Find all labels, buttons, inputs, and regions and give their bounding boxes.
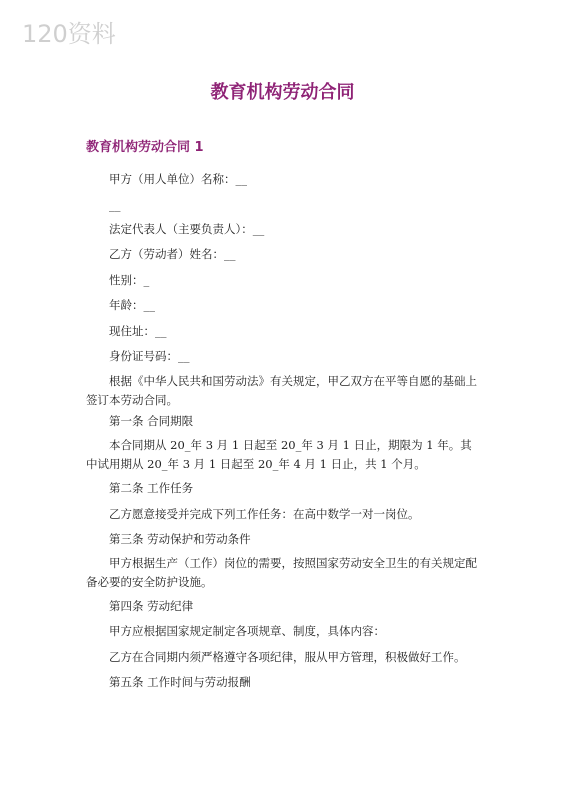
article-4-title: 第四条 劳动纪律 [109, 599, 194, 613]
party-b-name-line: 乙方（劳动者）姓名：__ [109, 247, 236, 261]
gender-line: 性别：_ [109, 273, 150, 287]
article-2-title: 第二条 工作任务 [109, 481, 194, 495]
section-heading: 教育机构劳动合同 1 [86, 140, 204, 155]
party-a-name-line: 甲方（用人单位）名称：__ [109, 172, 247, 186]
article-4-text-2: 乙方在合同期内须严格遵守各项纪律，服从甲方管理，积极做好工作。 [109, 650, 466, 664]
id-number-line: 身份证号码：__ [109, 349, 190, 363]
article-1-text: 本合同期从 20_年 3 月 1 日起至 20_年 3 月 1 日止，期限为 1 年。其中试用期从 20_年 3 月 1 日起至 20_年 4 月 1 日止，共 1 个月。 [86, 438, 472, 471]
legal-representative-line: 法定代表人（主要负责人）：__ [109, 222, 265, 236]
party-a-name-continuation: __ [109, 198, 121, 212]
article-5-title: 第五条 工作时间与劳动报酬 [109, 675, 251, 689]
article-3-text: 甲方根据生产（工作）岗位的需要，按照国家劳动安全卫生的有关规定配备必要的安全防护设施。 [86, 556, 477, 589]
address-line: 现住址：__ [109, 324, 167, 338]
intro-paragraph: 根据《中华人民共和国劳动法》有关规定，甲乙双方在平等自愿的基础上签订本劳动合同。 [86, 374, 477, 407]
article-1-title: 第一条 合同期限 [109, 414, 194, 428]
document-title: 教育机构劳动合同 [210, 82, 355, 103]
article-2-text: 乙方愿意接受并完成下列工作任务：在高中数学一对一岗位。 [109, 507, 420, 521]
watermark-logo: 120资料 [22, 20, 116, 48]
article-3-title: 第三条 劳动保护和劳动条件 [109, 532, 251, 546]
age-line: 年龄：__ [109, 298, 155, 312]
article-4-text-1: 甲方应根据国家规定制定各项规章、制度，具体内容： [109, 624, 385, 638]
